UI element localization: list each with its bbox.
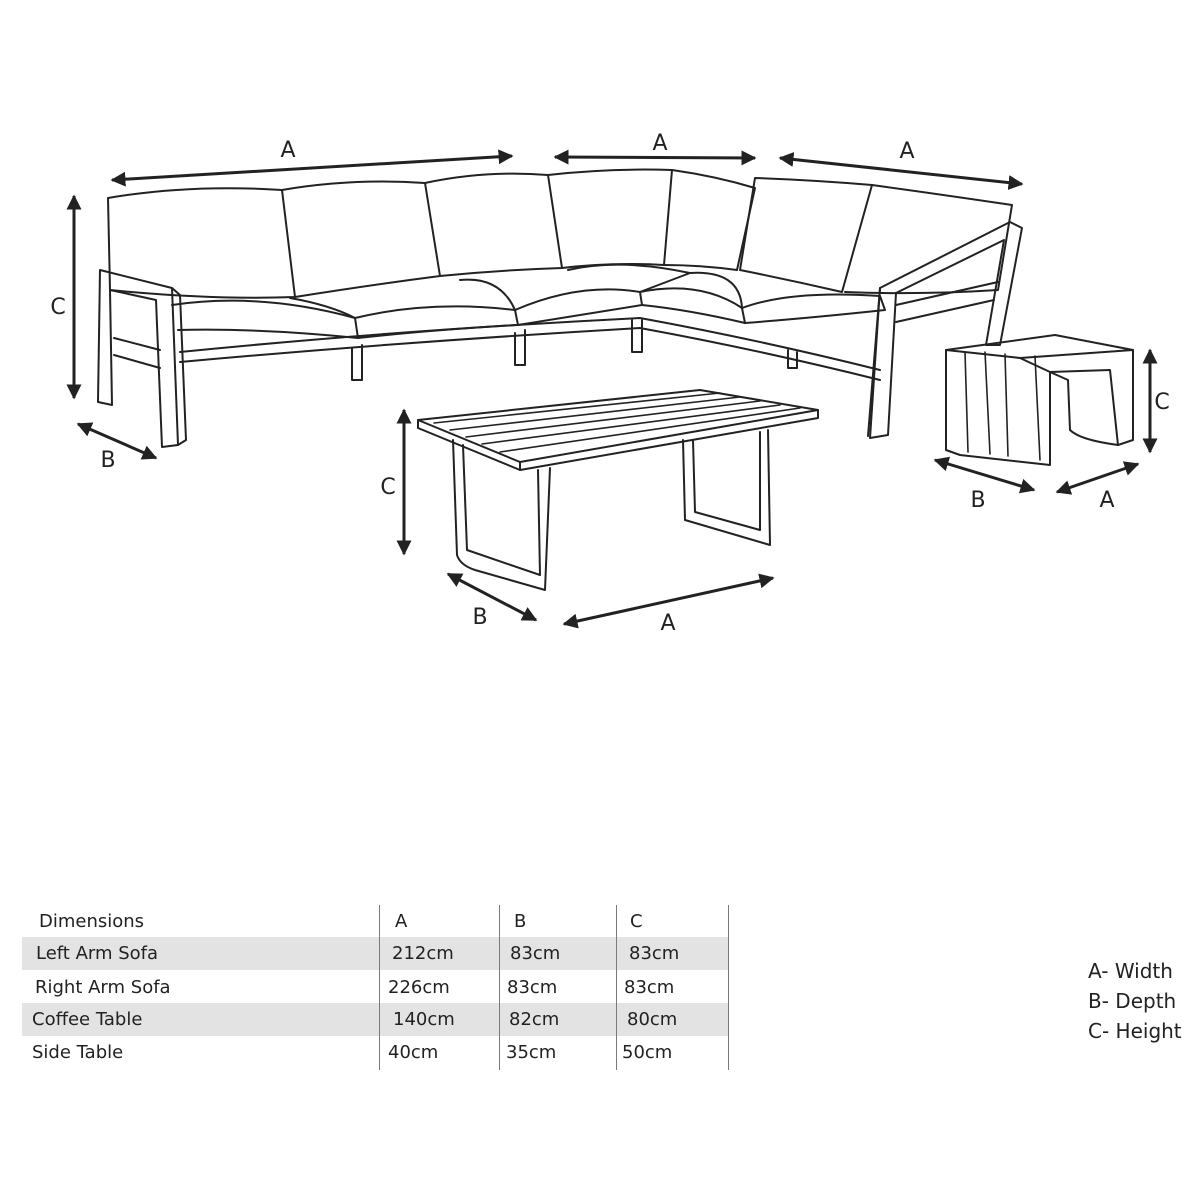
row-name: Coffee Table (32, 1009, 143, 1030)
table-row (22, 937, 728, 970)
row-name: Side Table (32, 1042, 124, 1063)
sofa-depth-label: B (100, 448, 116, 473)
coffee-table-width-label: A (660, 611, 676, 636)
header-dimensions: Dimensions (39, 911, 145, 932)
row-a: 212cm (392, 943, 454, 964)
sofa-width-label-mid: A (652, 131, 668, 156)
column-divider (728, 905, 729, 1070)
row-c: 83cm (629, 943, 680, 964)
sofa-width-arrow-mid (555, 157, 755, 158)
legend-depth: B- Depth (1088, 989, 1177, 1013)
dimensions-table (22, 905, 732, 1070)
sofa-width-label-right: A (899, 139, 915, 164)
side-table-depth-label: B (970, 488, 986, 513)
dimension-arrows (74, 156, 1150, 624)
legend-height: C- Height (1088, 1019, 1182, 1043)
dimension-legend (1088, 956, 1182, 1046)
side-table-width-arrow (1057, 464, 1138, 492)
row-c: 50cm (622, 1042, 673, 1063)
row-c: 80cm (627, 1009, 678, 1030)
coffee-table-depth-label: B (472, 605, 488, 630)
sofa-depth-arrow (78, 424, 156, 458)
column-divider (499, 905, 500, 1070)
row-a: 40cm (388, 1042, 439, 1063)
column-divider (379, 905, 380, 1070)
side-table (946, 335, 1133, 465)
coffee-table (418, 390, 818, 590)
table-header-row (22, 905, 728, 938)
dimension-letters (50, 131, 1169, 636)
header-a: A (395, 911, 408, 932)
row-name: Left Arm Sofa (36, 943, 159, 964)
sofa-width-label-left: A (280, 138, 296, 163)
row-b: 82cm (509, 1009, 560, 1030)
column-divider (616, 905, 617, 1070)
header-c: C (630, 911, 643, 932)
row-a: 140cm (393, 1009, 455, 1030)
sofa-height-label: C (50, 295, 66, 320)
row-a: 226cm (388, 977, 450, 998)
coffee-table-height-label: C (380, 475, 396, 500)
header-b: B (514, 911, 527, 932)
row-b: 83cm (510, 943, 561, 964)
table-row (22, 971, 728, 1004)
row-name: Right Arm Sofa (35, 977, 171, 998)
table-row (22, 1003, 728, 1036)
side-table-depth-arrow (935, 460, 1034, 490)
row-b: 35cm (506, 1042, 557, 1063)
row-b: 83cm (507, 977, 558, 998)
side-table-height-label: C (1154, 390, 1170, 415)
table-row (22, 1036, 728, 1069)
legend-width: A- Width (1088, 959, 1173, 983)
sofa-width-arrow-left (112, 156, 512, 180)
row-c: 83cm (624, 977, 675, 998)
side-table-width-label: A (1099, 488, 1115, 513)
coffee-table-depth-arrow (448, 574, 536, 620)
